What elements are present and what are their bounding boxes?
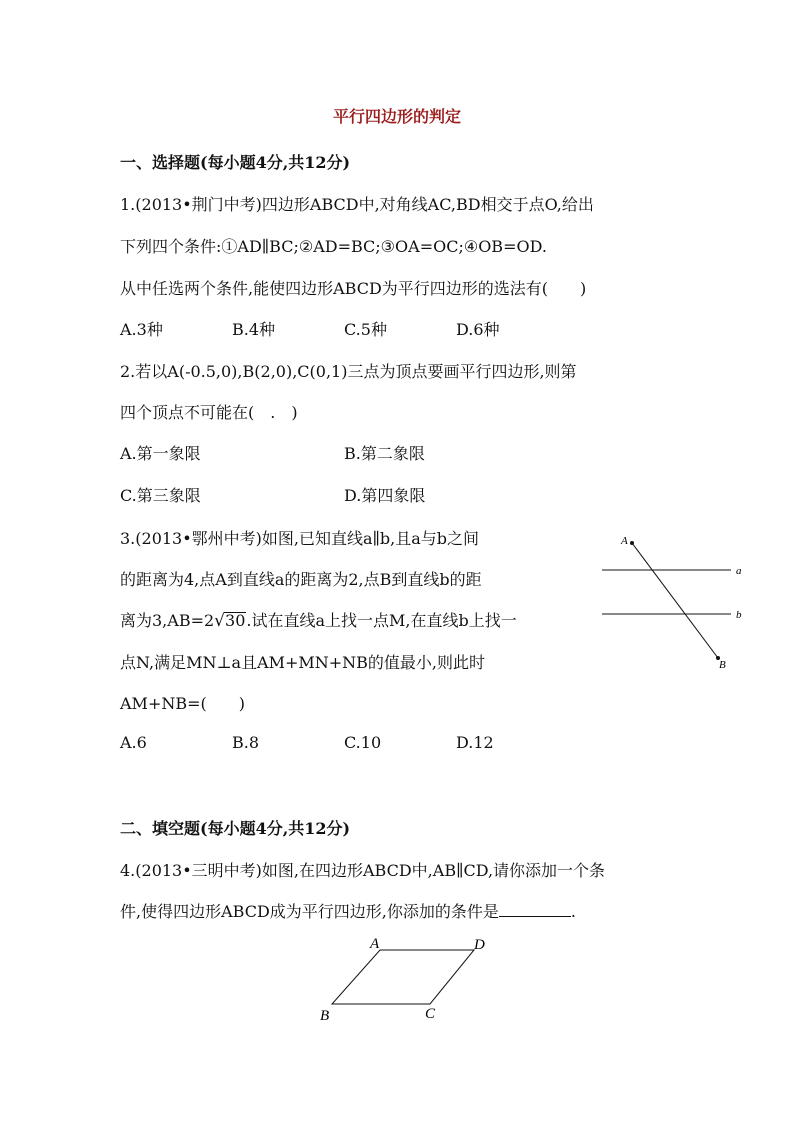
q2-option-d: D.第四象限 <box>344 486 426 505</box>
q3-line-5: AM+NB=( ) <box>120 694 245 713</box>
label-line-a: a <box>736 565 742 577</box>
q1-line-3: 从中任选两个条件,能使四边形ABCD为平行四边形的选法有( ) <box>120 279 587 298</box>
section-1-heading: 一、选择题(每小题4分,共12分) <box>120 153 351 172</box>
q3-sqrt-radicand: 30 <box>225 611 246 630</box>
section-2-heading: 二、填空题(每小题4分,共12分) <box>120 819 351 838</box>
answer-blank[interactable] <box>499 902 571 917</box>
q4-line-1: 4.(2013•三明中考)如图,在四边形ABCD中,AB∥CD,请你添加一个条 <box>120 861 606 880</box>
q2-line-2: 四个顶点不可能在( . ) <box>120 403 298 422</box>
q1-line-2: 下列四个条件:①AD∥BC;②AD=BC;③OA=OC;④OB=OD. <box>120 237 547 256</box>
label-vertex-d: D <box>474 937 485 953</box>
q4-line-2-end: . <box>570 902 576 921</box>
q2-line-1: 2.若以A(-0.5,0),B(2,0),C(0,1)三点为顶点要画平行四边形,则第 <box>120 362 577 381</box>
label-vertex-b: B <box>320 1008 330 1024</box>
q3-option-d: D.12 <box>456 733 494 752</box>
label-vertex-a: A <box>370 936 380 952</box>
q3-line-3 <box>120 608 517 631</box>
q4-line-2-text: 件,使得四边形ABCD成为平行四边形,你添加的条件是 <box>120 902 499 921</box>
q4-line-2 <box>120 899 576 922</box>
label-line-b: b <box>736 609 742 621</box>
label-point-a: A <box>621 535 628 547</box>
sqrt-symbol: √ <box>214 611 226 631</box>
q2-option-b: B.第二象限 <box>344 444 425 463</box>
q3-line-3-prefix: 离为3,AB=2 <box>120 611 215 630</box>
label-vertex-c: C <box>425 1006 436 1022</box>
point-a-dot <box>630 541 634 545</box>
page-title: 平行四边形的判定 <box>332 107 461 126</box>
q3-figure <box>596 530 756 675</box>
q1-option-c: C.5种 <box>344 320 387 339</box>
q2-option-a: A.第一象限 <box>120 444 201 463</box>
q1-option-b: B.4种 <box>232 320 276 339</box>
q4-figure <box>318 932 498 1027</box>
q3-option-b: B.8 <box>232 733 260 752</box>
q1-option-d: D.6种 <box>456 320 500 339</box>
q1-line-1: 1.(2013•荆门中考)四边形ABCD中,对角线AC,BD相交于点O,给出 <box>120 195 594 214</box>
q2-option-c: C.第三象限 <box>120 486 201 505</box>
parallelogram-abcd <box>332 950 474 1004</box>
label-point-b: B <box>719 659 726 671</box>
q3-option-c: C.10 <box>344 733 382 752</box>
q3-line-1: 3.(2013•鄂州中考)如图,已知直线a∥b,且a与b之间 <box>120 529 480 548</box>
q1-option-a: A.3种 <box>120 320 163 339</box>
q3-option-a: A.6 <box>120 733 147 752</box>
q3-line-3-suffix: .试在直线a上找一点M,在直线b上找一 <box>246 611 517 630</box>
segment-ab <box>632 543 718 658</box>
q3-line-4: 点N,满足MN⊥a且AM+MN+NB的值最小,则此时 <box>120 653 486 672</box>
q3-line-2: 的距离为4,点A到直线a的距离为2,点B到直线b的距 <box>120 570 482 589</box>
